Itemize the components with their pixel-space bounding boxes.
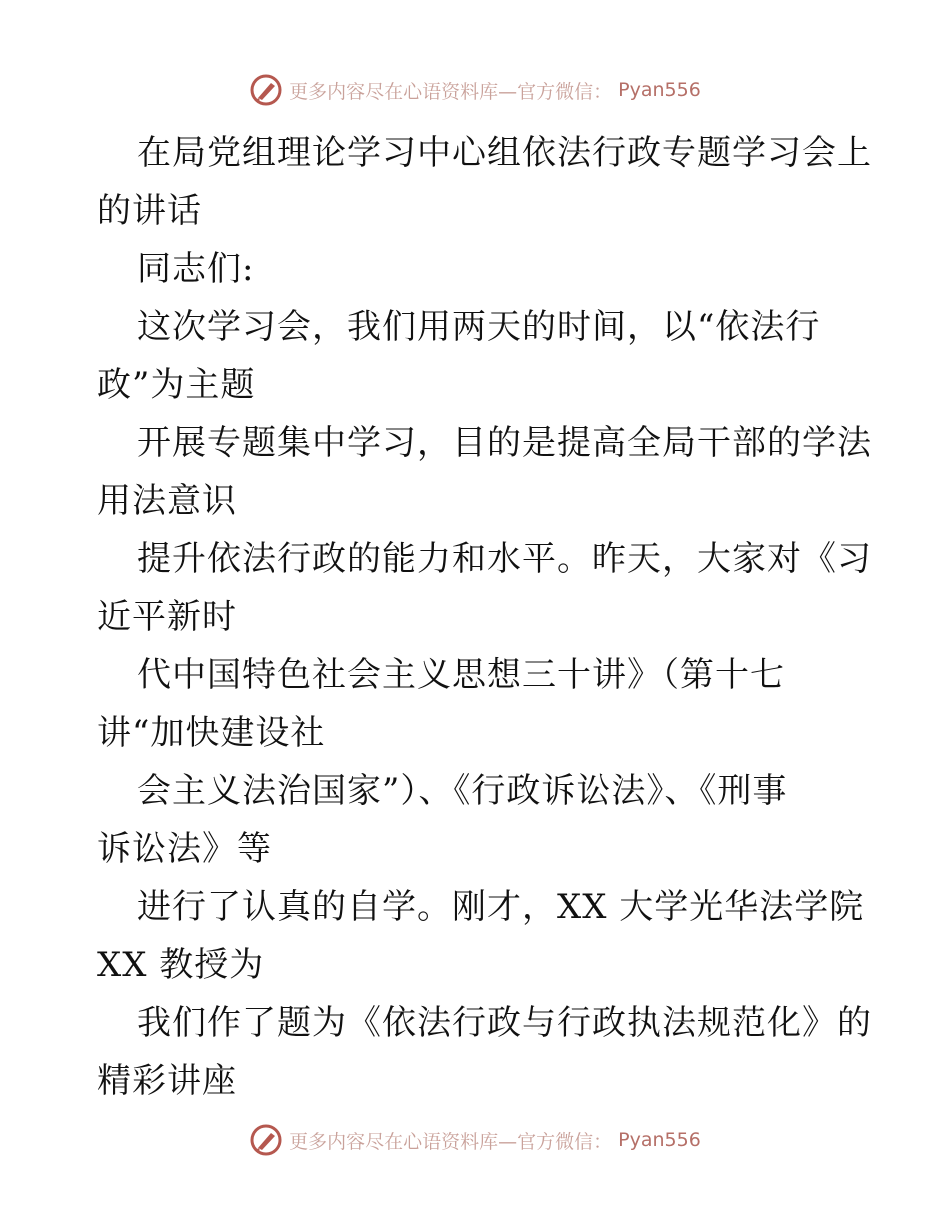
header-watermark xyxy=(0,70,950,110)
document-body xyxy=(97,124,872,1110)
text-line: 用法意识 xyxy=(97,481,237,521)
text-line: 在局党组理论学习中心组依法行政专题学习会上 xyxy=(137,133,872,173)
text-line: 会主义法治国家”）、《行政诉讼法》、《刑事 xyxy=(137,771,788,811)
text-line: 提升依法行政的能力和水平。昨天，大家对《习 xyxy=(137,539,872,579)
text-line: 这次学习会，我们用两天的时间，以“依法行 xyxy=(137,307,821,347)
pen-logo-icon xyxy=(249,73,283,107)
pen-logo-icon xyxy=(249,1123,283,1157)
text-line: 进行了认真的自学。刚才，XX 大学光华法学院 xyxy=(137,887,865,927)
text-line: XX 教授为 xyxy=(97,945,265,985)
text-line: 政”为主题 xyxy=(97,365,256,405)
text-line: 同志们: xyxy=(137,249,255,289)
text-line: 我们作了题为《依法行政与行政执法规范化》的 xyxy=(137,1003,872,1043)
watermark-text: 更多内容尽在心语资料库—官方微信： xyxy=(289,1130,613,1153)
watermark-wechat-id: Pyan556 xyxy=(618,1129,701,1151)
text-line: 讲“加快建设社 xyxy=(97,713,326,753)
watermark-text: 更多内容尽在心语资料库—官方微信： xyxy=(289,80,613,103)
text-line: 诉讼法》等 xyxy=(97,829,272,869)
watermark-wechat-id: Pyan556 xyxy=(618,79,701,101)
text-line: 代中国特色社会主义思想三十讲》（第十七 xyxy=(137,655,785,695)
text-line: 精彩讲座 xyxy=(97,1061,237,1101)
text-line: 的讲话 xyxy=(97,191,202,231)
text-line: 开展专题集中学习，目的是提高全局干部的学法 xyxy=(137,423,872,463)
text-line: 近平新时 xyxy=(97,597,237,637)
footer-watermark xyxy=(0,1120,950,1160)
